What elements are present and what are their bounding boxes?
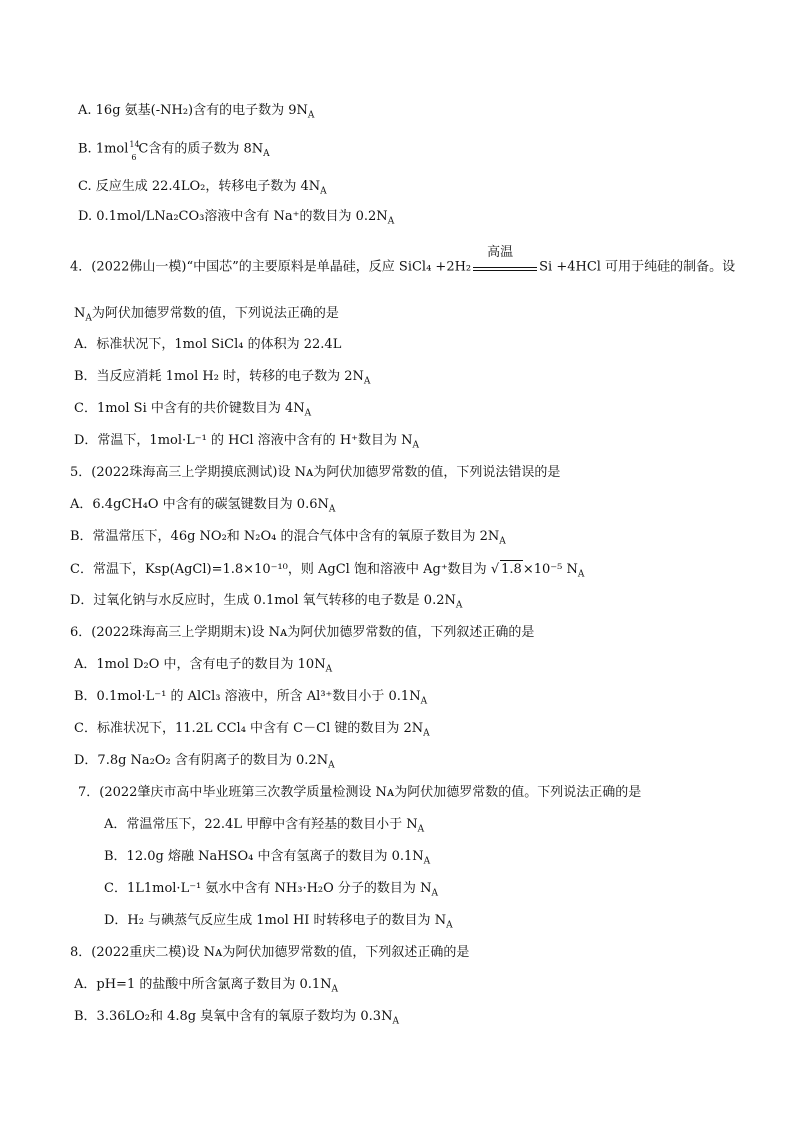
q7-option-a: A．常温常压下，22.4L 甲醇中含有羟基的数目小于 $N_A$: [104, 817, 425, 835]
q6-option-b: B．0.1mol·L⁻¹ 的 AlCl₃ 溶液中，所含 Al³⁺数目小于 $0.1N_A$: [74, 689, 428, 707]
q8-option-b: B．3.36LO₂和 4.8g 臭氧中含有的氧原子数均为 $0.3N_A$: [74, 1009, 399, 1027]
isotope-notation: 14 6: [129, 140, 140, 162]
q5-option-d: D．过氧化钠与水反应时，生成 0.1mol 氧气转移的电子数是 $0.2N_A$: [70, 593, 463, 611]
reaction-condition-arrow: 高温: [473, 258, 537, 276]
q3-option-b: B. 1mol 14 6 C含有的质子数为 $8N_A$: [78, 140, 270, 162]
q5-option-b: B．常温常压下，46g NO₂和 N₂O₄ 的混合气体中含有的氧原子数目为 $2N_A$: [70, 529, 506, 547]
q5-option-c: C．常温下，Ksp(AgCl)=1.8×10⁻¹⁰，则 AgCl 饱和溶液中 Ag⁺数目为 √ 1.8×10⁻⁵ $N_A$: [70, 562, 585, 580]
sqrt-icon: √: [490, 562, 500, 577]
q6-option-d: D．7.8g Na₂O₂ 含有阴离子的数目为 $0.2N_A$: [74, 753, 335, 771]
q6-option-c: C．标准状况下，11.2L CCl₄ 中含有 C－Cl 键的数目为 $2N_A$: [74, 721, 430, 739]
q7-option-b: B．12.0g 熔融 NaHSO₄ 中含有氢离子的数目为 $0.1N_A$: [104, 849, 431, 867]
q3-option-c: C. 反应生成 22.4LO₂，转移电子数为 $4N_A$: [78, 179, 327, 197]
q7-option-d: D．H₂ 与碘蒸气反应生成 1mol HI 时转移电子的数目为 $N_A$: [104, 913, 453, 931]
q4-option-b: B．当反应消耗 1mol H₂ 时，转移的电子数为 $2N_A$: [74, 369, 371, 387]
q6-option-a: A．1mol D₂O 中，含有电子的数目为 $10N_A$: [74, 657, 333, 675]
q5-stem: 5．(2022珠海高三上学期摸底测试)设 Nᴀ为阿伏加德罗常数的值，下列说法错误的是: [70, 465, 561, 480]
q4-stem: 4．(2022佛山一模)“中国芯”的主要原料是单晶硅，反应 SiCl₄ +2H₂ 高温 Si +4HCl 可用于纯硅的制备。设: [70, 245, 736, 275]
q4-option-d: D．常温下，1mol·L⁻¹ 的 HCl 溶液中含有的 H⁺数目为 $N_A$: [74, 433, 420, 451]
q4-option-c: C．1mol Si 中含有的共价键数目为 $4N_A$: [74, 401, 312, 419]
q5-option-a: A．6.4gCH₄O 中含有的碳氢键数目为 $0.6N_A$: [70, 497, 336, 515]
q7-stem: 7．(2022肇庆市高中毕业班第三次教学质量检测设 Nᴀ为阿伏加德罗常数的值。下列说法正确的是: [78, 785, 642, 800]
q7-option-c: C．1L1mol·L⁻¹ 氨水中含有 NH₃·H₂O 分子的数目为 $N_A$: [104, 881, 438, 899]
q8-option-a: A．pH=1 的盐酸中所含氯离子数目为 $0.1N_A$: [74, 977, 339, 995]
q4-stem-line2: $N_A$为阿伏加德罗常数的值，下列说法正确的是: [74, 306, 339, 324]
q3-option-a: A. 16g 氨基(-NH₂)含有的电子数为 $9N_A$: [78, 103, 315, 121]
q8-stem: 8．(2022重庆二模)设 Nᴀ为阿伏加德罗常数的值，下列叙述正确的是: [70, 945, 470, 960]
q4-option-a: A．标准状况下，1mol SiCl₄ 的体积为 22.4L: [74, 337, 342, 352]
q6-stem: 6．(2022珠海高三上学期期末)设 Nᴀ为阿伏加德罗常数的值，下列叙述正确的是: [70, 625, 535, 640]
q3-option-d: D. 0.1mol/LNa₂CO₃溶液中含有 Na⁺的数目为 $0.2N_A$: [78, 209, 395, 227]
